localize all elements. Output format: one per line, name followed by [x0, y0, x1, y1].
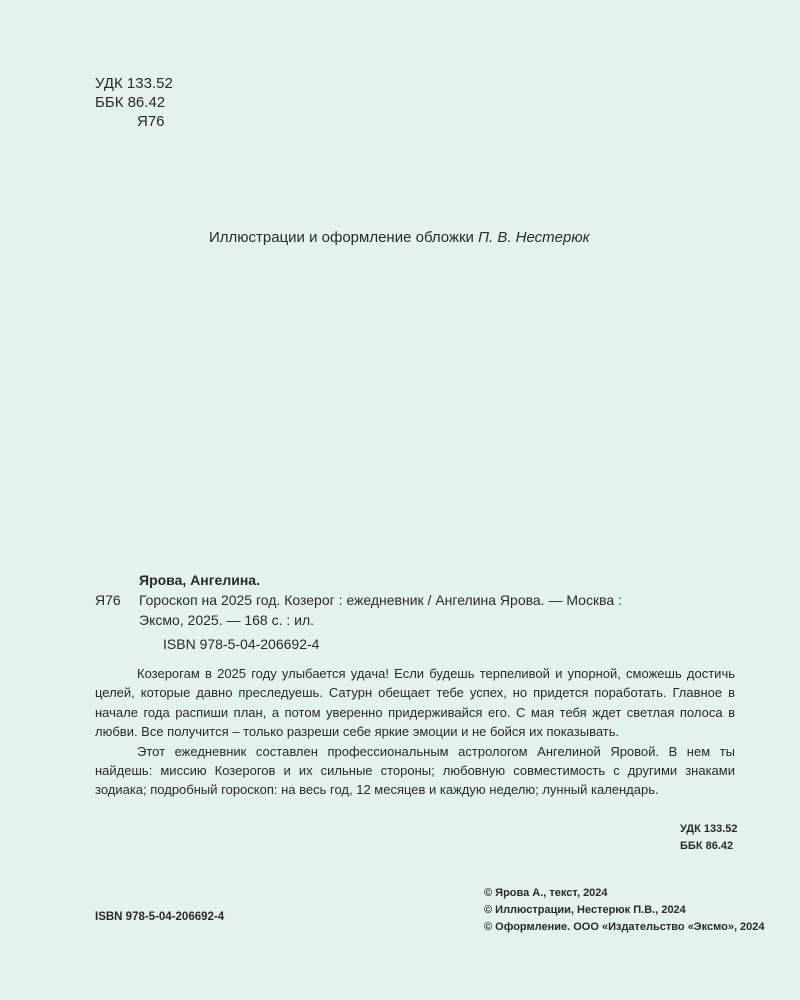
- illustration-label: Иллюстрации и оформление обложки: [209, 229, 474, 246]
- entry-isbn: ISBN 978-5-04-206692-4: [163, 636, 320, 652]
- annotation-paragraph-1: Козерогам в 2025 году улыбается удача! Если будешь терпеливой и упорной, сможешь достичь целей, которые давно преследуешь. Сатурн обещает тебе успех, но придется поработать. Главное в начале года распиши план, а потом уверенно придерживайся его. С мая тебя ждет светлая полоса в любви. Все получится – только разреши себе яркие эмоции и не бойся их показывать.: [95, 666, 735, 740]
- copyright-design: © Оформление. ООО «Издательство «Эксмо», 2024: [484, 921, 765, 933]
- illustrator-name: П. В. Нестерюк: [478, 229, 590, 246]
- entry-author-sign: Я76: [95, 592, 121, 608]
- copyright-illustrations: © Иллюстрации, Нестерюк П.В., 2024: [484, 904, 686, 916]
- entry-author: Ярова, Ангелина.: [139, 572, 260, 588]
- footer-codes: [680, 821, 738, 855]
- bbk-code: ББК 86.42: [95, 94, 166, 111]
- udk-code: УДК 133.52: [95, 75, 173, 92]
- copyright-block: [484, 885, 765, 936]
- entry-title-row: [95, 590, 735, 610]
- footer-isbn: ISBN 978-5-04-206692-4: [95, 911, 225, 923]
- illustration-credit: [209, 229, 590, 246]
- annotation: [95, 664, 735, 800]
- catalog-entry: [95, 570, 735, 654]
- classification-codes: [95, 74, 173, 131]
- author-sign: Я76: [137, 113, 165, 130]
- entry-title: Гороскоп на 2025 год. Козерог : ежедневник / Ангелина Ярова. — Москва :: [139, 592, 622, 608]
- annotation-paragraph-2: Этот ежедневник составлен профессиональным астрологом Ангелиной Яровой. В нем ты найдешь: миссию Козерогов и их сильные стороны; любовную совместимость с другими знаками зодиака; подробный гороскоп: на весь год, 12 месяцев и каждую неделю; лунный календарь.: [95, 743, 735, 798]
- entry-publisher: Эксмо, 2025. — 168 с. : ил.: [139, 612, 315, 628]
- copyright-text: © Ярова А., текст, 2024: [484, 887, 608, 899]
- footer-bbk: ББК 86.42: [680, 840, 734, 852]
- footer-udk: УДК 133.52: [680, 823, 738, 835]
